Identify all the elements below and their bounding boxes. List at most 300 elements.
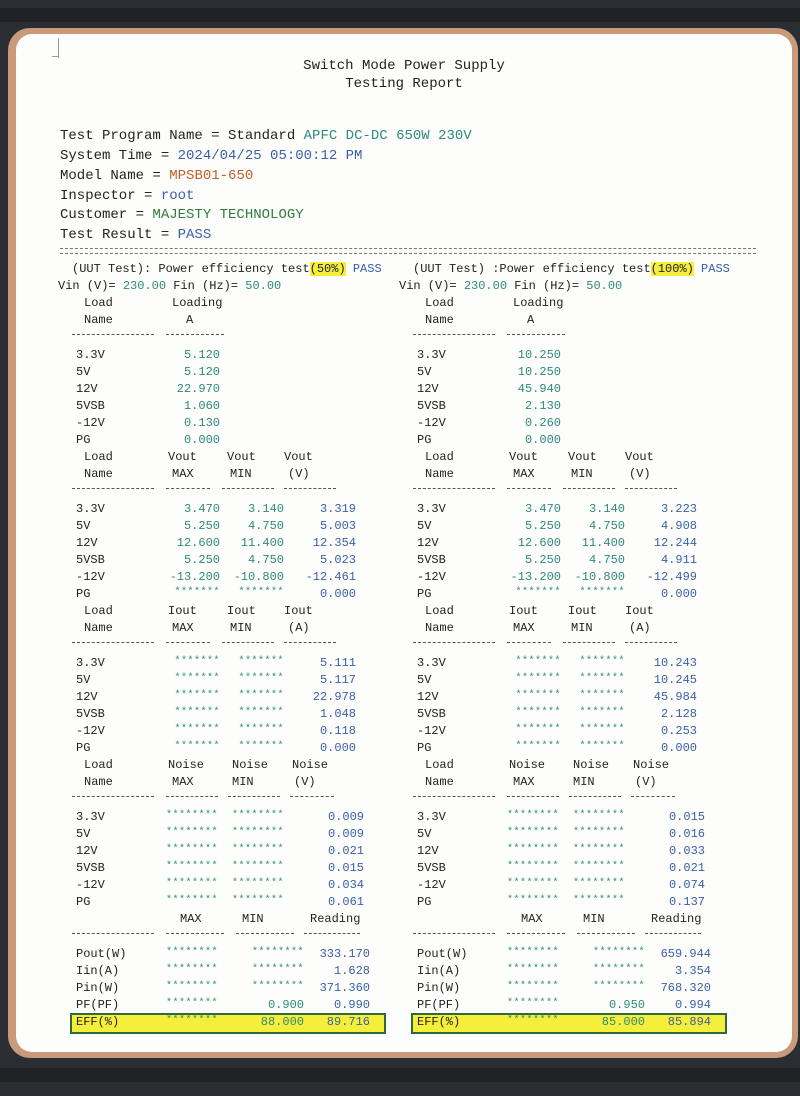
- load-name: 3.3V: [417, 810, 446, 824]
- col-header: MAX: [180, 912, 202, 926]
- col-header: Load: [84, 758, 113, 772]
- iout-max: *******: [174, 690, 220, 701]
- dashed-rule: [284, 642, 336, 643]
- iout-min: *******: [238, 724, 284, 735]
- vout-reading: 4.911: [660, 553, 697, 567]
- load-name: PG: [76, 741, 91, 755]
- load-name: 12V: [417, 536, 439, 550]
- col-header: Name: [84, 775, 113, 789]
- dashed-rule: [413, 796, 495, 797]
- fin-label: Fin (Hz)=: [166, 279, 246, 293]
- loading-value: 0.000: [183, 433, 220, 447]
- dashed-rule: [222, 642, 274, 643]
- test-status: PASS: [345, 262, 382, 276]
- vout-reading: 5.023: [319, 553, 356, 567]
- load-name: 5VSB: [417, 399, 446, 413]
- vout-min: -10.800: [574, 570, 625, 584]
- col-header: Load: [425, 758, 454, 772]
- col-header: Name: [84, 313, 113, 327]
- col-header: Noise: [292, 758, 329, 772]
- vout-max: 5.250: [524, 519, 561, 533]
- vout-max: 5.250: [183, 553, 220, 567]
- iout-reading: 10.243: [653, 656, 697, 670]
- dashed-rule: [413, 933, 495, 934]
- col-header: Vout: [509, 450, 538, 464]
- col-header: (V): [294, 775, 316, 789]
- col-header: (A): [288, 621, 310, 635]
- col-header: (V): [288, 467, 310, 481]
- noise-min: ********: [232, 827, 285, 838]
- loading-value: 22.970: [176, 382, 220, 396]
- power-min: ********: [251, 964, 304, 975]
- load-name: 5VSB: [417, 861, 446, 875]
- dashed-rule: [413, 488, 495, 489]
- load-name: 5VSB: [76, 553, 105, 567]
- load-name: 12V: [76, 382, 98, 396]
- dashed-rule: [563, 488, 615, 489]
- iout-max: *******: [174, 656, 220, 667]
- input-conditions-line: [399, 279, 622, 293]
- iout-min: *******: [238, 707, 284, 718]
- fin-label: Fin (Hz)=: [507, 279, 587, 293]
- test-program-value: APFC DC-DC 650W 230V: [303, 128, 472, 144]
- loading-value: 0.260: [524, 416, 561, 430]
- power-name: Iin(A): [76, 964, 120, 978]
- test-status: PASS: [693, 262, 730, 276]
- loading-value: 10.250: [517, 348, 561, 362]
- iout-min: *******: [238, 656, 284, 667]
- noise-min: ********: [573, 810, 626, 821]
- dashed-rule: [413, 334, 495, 335]
- load-name: 5V: [76, 519, 91, 533]
- loading-value: 5.120: [183, 348, 220, 362]
- load-percent-highlight: (100%): [650, 262, 694, 276]
- power-max: ********: [507, 998, 560, 1009]
- vout-reading: 3.319: [319, 502, 356, 516]
- iout-reading: 10.245: [653, 673, 697, 687]
- noise-min: ********: [232, 895, 285, 906]
- power-name: Pout(W): [417, 947, 468, 961]
- iout-min: *******: [579, 656, 625, 667]
- load-name: 5V: [76, 827, 91, 841]
- col-header: Noise: [509, 758, 546, 772]
- dashed-rule: [166, 642, 210, 643]
- iout-reading: 0.000: [660, 741, 697, 755]
- vout-reading: 12.354: [312, 536, 356, 550]
- noise-reading: 0.021: [327, 844, 364, 858]
- noise-reading: 0.033: [668, 844, 705, 858]
- test-title-line: [72, 262, 382, 276]
- iout-max: *******: [174, 741, 220, 752]
- dashed-rule: [645, 933, 701, 934]
- report-title-line1: Switch Mode Power Supply: [303, 58, 505, 74]
- iout-reading: 45.984: [653, 690, 697, 704]
- vout-min: 11.400: [581, 536, 625, 550]
- vout-max: 3.470: [183, 502, 220, 516]
- iout-reading: 5.117: [319, 673, 356, 687]
- power-min: 0.950: [608, 998, 645, 1012]
- noise-max: ********: [507, 895, 560, 906]
- load-name: -12V: [417, 878, 446, 892]
- load-name: -12V: [417, 570, 446, 584]
- col-header: Load: [425, 604, 454, 618]
- noise-reading: 0.016: [668, 827, 705, 841]
- efficiency-min: 85.000: [601, 1015, 645, 1029]
- col-header: Load: [84, 604, 113, 618]
- background-wood-stripe: [0, 8, 800, 22]
- iout-max: *******: [174, 724, 220, 735]
- loading-value: 0.130: [183, 416, 220, 430]
- col-header: Load: [425, 450, 454, 464]
- iout-max: *******: [515, 724, 561, 735]
- load-name: PG: [417, 741, 432, 755]
- load-name: 5VSB: [76, 707, 105, 721]
- iout-max: *******: [515, 707, 561, 718]
- col-header: Iout: [284, 604, 313, 618]
- loading-value: 10.250: [517, 365, 561, 379]
- col-header: Name: [425, 775, 454, 789]
- vout-min: 4.750: [247, 519, 284, 533]
- iout-max: *******: [515, 690, 561, 701]
- vout-max: 5.250: [183, 519, 220, 533]
- col-header: MAX: [513, 775, 535, 789]
- vout-max: -13.200: [510, 570, 561, 584]
- load-name: PG: [76, 587, 91, 601]
- noise-max: ********: [166, 810, 219, 821]
- load-name: 12V: [76, 844, 98, 858]
- dashed-rule: [72, 334, 154, 335]
- vout-max: *******: [515, 587, 561, 598]
- iout-reading: 2.128: [660, 707, 697, 721]
- test-title: (UUT Test) :Power efficiency test: [413, 262, 651, 276]
- col-header: Vout: [227, 450, 256, 464]
- iout-min: *******: [238, 690, 284, 701]
- power-min: ********: [251, 981, 304, 992]
- iout-min: *******: [579, 741, 625, 752]
- noise-min: ********: [232, 861, 285, 872]
- load-name: 3.3V: [417, 348, 446, 362]
- noise-max: ********: [166, 827, 219, 838]
- noise-min: ********: [232, 878, 285, 889]
- iout-max: *******: [515, 741, 561, 752]
- vout-min: 3.140: [247, 502, 284, 516]
- noise-reading: 0.021: [668, 861, 705, 875]
- inspector-value: root: [160, 188, 195, 204]
- dashed-rule: [625, 488, 677, 489]
- col-header: MAX: [172, 775, 194, 789]
- dashed-rule: [577, 933, 635, 934]
- iout-reading: 22.978: [312, 690, 356, 704]
- input-conditions-line: [58, 279, 281, 293]
- vin-value: 230.00: [463, 279, 508, 293]
- iout-min: *******: [579, 690, 625, 701]
- dashed-rule: [284, 488, 336, 489]
- noise-reading: 0.074: [668, 878, 705, 892]
- power-min: ********: [592, 964, 645, 975]
- noise-min: ********: [573, 895, 626, 906]
- vin-label: Vin (V)=: [399, 279, 464, 293]
- load-name: -12V: [417, 724, 446, 738]
- power-min: ********: [592, 981, 645, 992]
- power-reading: 333.170: [319, 947, 370, 961]
- power-min: ********: [251, 947, 304, 958]
- col-header: Iout: [509, 604, 538, 618]
- load-name: 5VSB: [76, 861, 105, 875]
- power-max: ********: [166, 981, 219, 992]
- col-header: MIN: [232, 775, 254, 789]
- iout-min: *******: [238, 741, 284, 752]
- col-header: MAX: [172, 467, 194, 481]
- test-program-label: Test Program Name = Standard: [60, 128, 296, 144]
- iout-min: *******: [579, 673, 625, 684]
- col-header: Name: [84, 621, 113, 635]
- efficiency-max: ********: [166, 1015, 219, 1026]
- vout-reading: 5.003: [319, 519, 356, 533]
- model-name-label: Model Name =: [60, 168, 161, 184]
- header-separator: [60, 248, 756, 254]
- noise-reading: 0.009: [327, 827, 364, 841]
- vout-min: *******: [579, 587, 625, 598]
- background-wood-stripe: [0, 1068, 800, 1082]
- vout-reading: 3.223: [660, 502, 697, 516]
- report-title-line2: Testing Report: [345, 76, 463, 92]
- load-name: -12V: [76, 878, 105, 892]
- report-paper: [16, 34, 792, 1052]
- col-header: MAX: [513, 621, 535, 635]
- noise-max: ********: [507, 878, 560, 889]
- vout-min: 4.750: [588, 519, 625, 533]
- col-header: Vout: [568, 450, 597, 464]
- load-name: -12V: [76, 570, 105, 584]
- text-cursor: [58, 38, 59, 58]
- power-max: ********: [166, 964, 219, 975]
- inspector-label: Inspector =: [60, 188, 153, 204]
- col-header: Loading: [513, 296, 564, 310]
- noise-min: ********: [573, 861, 626, 872]
- inspector-row: [60, 188, 194, 204]
- dashed-rule: [507, 796, 559, 797]
- iout-reading: 0.118: [319, 724, 356, 738]
- iout-min: *******: [579, 724, 625, 735]
- noise-min: ********: [232, 844, 285, 855]
- vin-value: 230.00: [122, 279, 167, 293]
- efficiency-max: ********: [507, 1015, 560, 1026]
- vout-min: 4.750: [247, 553, 284, 567]
- customer-value: MAJESTY TECHNOLOGY: [152, 207, 304, 223]
- efficiency-name: EFF(%): [417, 1015, 461, 1029]
- vout-min: 4.750: [588, 553, 625, 567]
- power-name: PF(PF): [417, 998, 461, 1012]
- dashed-rule: [236, 933, 294, 934]
- noise-min: ********: [573, 878, 626, 889]
- dashed-rule: [166, 488, 210, 489]
- col-header: A: [527, 313, 535, 327]
- vout-min: 11.400: [240, 536, 284, 550]
- col-header: MIN: [242, 912, 264, 926]
- iout-max: *******: [515, 673, 561, 684]
- dashed-rule: [569, 796, 621, 797]
- noise-max: ********: [507, 827, 560, 838]
- load-name: PG: [76, 433, 91, 447]
- vout-max: 5.250: [524, 553, 561, 567]
- noise-min: ********: [573, 844, 626, 855]
- iout-reading: 5.111: [319, 656, 356, 670]
- loading-value: 45.940: [517, 382, 561, 396]
- power-max: ********: [166, 947, 219, 958]
- efficiency-min: 88.000: [260, 1015, 304, 1029]
- power-min: 0.900: [267, 998, 304, 1012]
- noise-max: ********: [166, 844, 219, 855]
- customer-label: Customer =: [60, 207, 145, 223]
- load-name: 5V: [76, 365, 91, 379]
- col-header: Iout: [625, 604, 654, 618]
- efficiency-name: EFF(%): [76, 1015, 120, 1029]
- col-header: Load: [84, 296, 113, 310]
- dashed-rule: [166, 796, 218, 797]
- vout-max: *******: [174, 587, 220, 598]
- load-name: 3.3V: [76, 502, 105, 516]
- noise-reading: 0.015: [668, 810, 705, 824]
- text-cursor-base: [52, 56, 59, 57]
- power-reading: 1.628: [333, 964, 370, 978]
- load-name: 3.3V: [417, 502, 446, 516]
- load-name: 5V: [76, 673, 91, 687]
- col-header: MIN: [571, 621, 593, 635]
- col-header: Iout: [568, 604, 597, 618]
- dashed-rule: [228, 796, 280, 797]
- col-header: Vout: [284, 450, 313, 464]
- load-name: 5VSB: [417, 553, 446, 567]
- power-name: Pin(W): [417, 981, 461, 995]
- load-name: 5V: [417, 827, 432, 841]
- vout-reading: -12.461: [305, 570, 356, 584]
- noise-min: ********: [573, 827, 626, 838]
- power-max: ********: [507, 964, 560, 975]
- iout-max: *******: [515, 656, 561, 667]
- dashed-rule: [166, 334, 224, 335]
- vout-max: -13.200: [169, 570, 220, 584]
- load-name: PG: [417, 587, 432, 601]
- col-header: MIN: [583, 912, 605, 926]
- test-result-label: Test Result =: [60, 227, 170, 243]
- iout-reading: 0.253: [660, 724, 697, 738]
- load-name: 12V: [417, 844, 439, 858]
- col-header: (V): [629, 467, 651, 481]
- vout-max: 12.600: [176, 536, 220, 550]
- loading-value: 1.060: [183, 399, 220, 413]
- col-header: Noise: [573, 758, 610, 772]
- noise-max: ********: [166, 895, 219, 906]
- power-max: ********: [507, 981, 560, 992]
- col-header: Load: [84, 450, 113, 464]
- noise-reading: 0.061: [327, 895, 364, 909]
- col-header: A: [186, 313, 194, 327]
- fin-value: 50.00: [245, 279, 282, 293]
- power-reading: 768.320: [660, 981, 711, 995]
- vout-max: 12.600: [517, 536, 561, 550]
- noise-reading: 0.034: [327, 878, 364, 892]
- load-name: -12V: [76, 416, 105, 430]
- dashed-rule: [507, 642, 551, 643]
- power-min: ********: [592, 947, 645, 958]
- col-header: Vout: [625, 450, 654, 464]
- load-name: 12V: [76, 690, 98, 704]
- col-header: MAX: [521, 912, 543, 926]
- efficiency-reading: 85.894: [667, 1015, 711, 1029]
- noise-max: ********: [166, 878, 219, 889]
- col-header: Noise: [168, 758, 205, 772]
- power-reading: 0.994: [674, 998, 711, 1012]
- load-name: 5VSB: [76, 399, 105, 413]
- loading-value: 2.130: [524, 399, 561, 413]
- col-header: Name: [425, 313, 454, 327]
- power-max: ********: [507, 947, 560, 958]
- vin-label: Vin (V)=: [58, 279, 123, 293]
- load-name: 3.3V: [76, 348, 105, 362]
- system-time-value: 2024/04/25 05:00:12 PM: [177, 148, 363, 164]
- dashed-rule: [290, 796, 334, 797]
- load-name: 3.3V: [76, 810, 105, 824]
- power-reading: 3.354: [674, 964, 711, 978]
- noise-reading: 0.137: [668, 895, 705, 909]
- test-program-row: [60, 128, 472, 144]
- load-name: 5V: [417, 519, 432, 533]
- iout-reading: 1.048: [319, 707, 356, 721]
- dashed-rule: [507, 488, 551, 489]
- vout-min: 3.140: [588, 502, 625, 516]
- noise-reading: 0.015: [327, 861, 364, 875]
- noise-min: ********: [232, 810, 285, 821]
- vout-reading: 0.000: [319, 587, 356, 601]
- col-header: Noise: [633, 758, 670, 772]
- model-name-value: MPSB01-650: [169, 168, 254, 184]
- col-header: Loading: [172, 296, 223, 310]
- power-name: Iin(A): [417, 964, 461, 978]
- dashed-rule: [507, 334, 565, 335]
- load-name: 5V: [417, 673, 432, 687]
- vout-reading: 0.000: [660, 587, 697, 601]
- power-reading: 0.990: [333, 998, 370, 1012]
- dashed-rule: [222, 488, 274, 489]
- dashed-rule: [72, 642, 154, 643]
- load-name: 12V: [417, 690, 439, 704]
- vout-min: *******: [238, 587, 284, 598]
- system-time-row: [60, 148, 362, 164]
- col-header: Name: [84, 467, 113, 481]
- vout-reading: 12.244: [653, 536, 697, 550]
- test-column-50: [58, 260, 412, 1040]
- power-max: ********: [166, 998, 219, 1009]
- model-name-row: [60, 168, 253, 184]
- power-reading: 371.360: [319, 981, 370, 995]
- load-percent-highlight: (50%): [309, 262, 346, 276]
- col-header: MIN: [230, 621, 252, 635]
- col-header: Name: [425, 621, 454, 635]
- vout-reading: 4.908: [660, 519, 697, 533]
- load-name: PG: [76, 895, 91, 909]
- test-result-value: PASS: [177, 227, 212, 243]
- load-name: -12V: [76, 724, 105, 738]
- iout-reading: 0.000: [319, 741, 356, 755]
- col-header: Name: [425, 467, 454, 481]
- dashed-rule: [563, 642, 615, 643]
- col-header: Load: [425, 296, 454, 310]
- dashed-rule: [413, 642, 495, 643]
- col-header: MAX: [172, 621, 194, 635]
- col-header: Reading: [310, 912, 361, 926]
- col-header: Reading: [651, 912, 702, 926]
- vout-min: -10.800: [233, 570, 284, 584]
